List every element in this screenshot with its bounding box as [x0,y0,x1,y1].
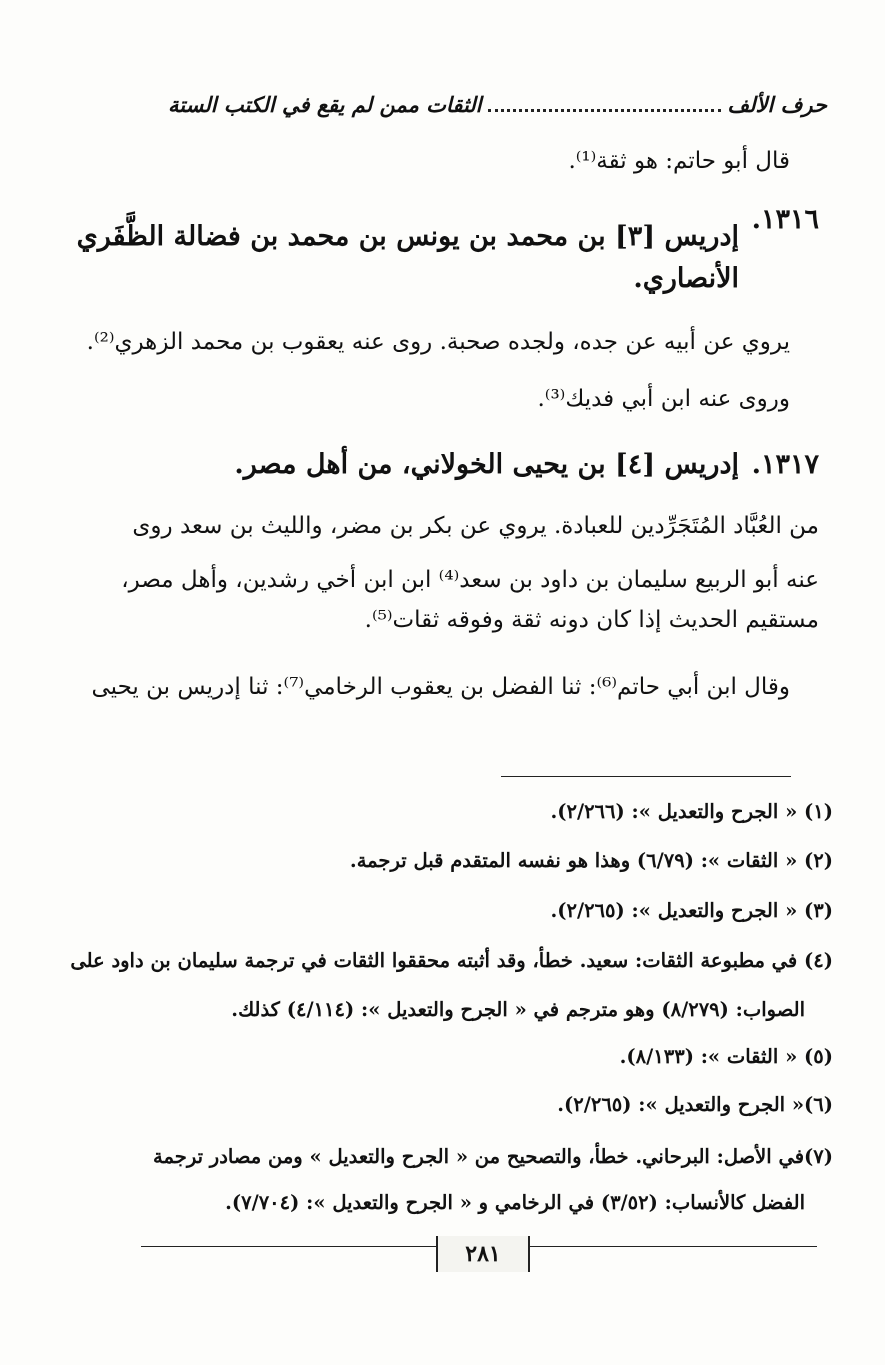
footnote: (٥) « الثقات »: (٨/١٣٣). [619,1045,833,1068]
section-title: حرف الألف [727,91,827,117]
text-line: وروى عنه ابن أبي فديك⁽³⁾. [537,386,790,412]
entry-heading: إدريس [٣] بن محمد بن يونس بن محمد بن فضالة الظَّفَري [76,221,739,252]
text-line: قال أبو حاتم: هو ثقة⁽¹⁾. [568,148,790,174]
footnote: (١) « الجرح والتعديل »: (٢/٢٦٦). [550,800,833,823]
bottom-rule-right [527,1246,817,1247]
entry-heading: إدريس [٤] بن يحيى الخولاني، من أهل مصر. [234,449,739,480]
footnote-continuation: الصواب: (٨/٢٧٩) وهو مترجم في « الجرح والتعديل »: (٤/١١٤) كذلك. [231,998,805,1021]
entry-number: ١٣١٦. [751,204,819,235]
footnote-continuation: الفضل كالأنساب: (٣/٥٢) في الرخامي و « الجرح والتعديل »: (٧/٧٠٤). [225,1191,805,1214]
text-line: من العُبَّاد المُتَجَرِّدين للعبادة. يروي عن بكر بن مضر، والليث بن سعد روى [132,513,819,539]
text-line: وقال ابن أبي حاتم⁽⁶⁾: ثنا الفضل بن يعقوب الرخامي⁽⁷⁾: ثنا إدريس بن يحيى [91,674,790,700]
text-line: يروي عن أبيه عن جده، ولجده صحبة. روى عنه يعقوب بن محمد الزهري⁽²⁾. [86,329,790,355]
footnote: (٢) « الثقات »: (٦/٧٩) وهذا هو نفسه المتقدم قبل ترجمة. [349,849,833,872]
page-number: ٢٨١ [436,1236,530,1272]
text-line: مستقيم الحديث إذا كان دونه ثقة وفوقه ثقات⁽⁵⁾. [364,607,819,633]
running-head [168,84,827,124]
footnote: (٣) « الجرح والتعديل »: (٢/٢٦٥). [550,899,833,922]
book-title: الثقات ممن لم يقع في الكتب الستة [168,91,482,117]
entry-heading-cont: الأنصاري. [633,263,739,294]
bottom-rule-left [141,1246,438,1247]
footnote: (٦)« الجرح والتعديل »: (٢/٢٦٥). [557,1093,833,1116]
footnote-separator [501,776,791,777]
text-line: عنه أبو الربيع سليمان بن داود بن سعد⁽⁴⁾ ابن ابن أخي رشدين، وأهل مصر، [121,567,819,593]
footnote: (٧)في الأصل: البرحاني. خطأ، والتصحيح من « الجرح والتعديل » ومن مصادر ترجمة [153,1145,833,1168]
footnote: (٤) في مطبوعة الثقات: سعيد. خطأ، وقد أثبته محققوا الثقات في ترجمة سليمان بن داود على [70,949,833,972]
leader-dots [488,97,722,112]
entry-number: ١٣١٧. [751,449,819,480]
